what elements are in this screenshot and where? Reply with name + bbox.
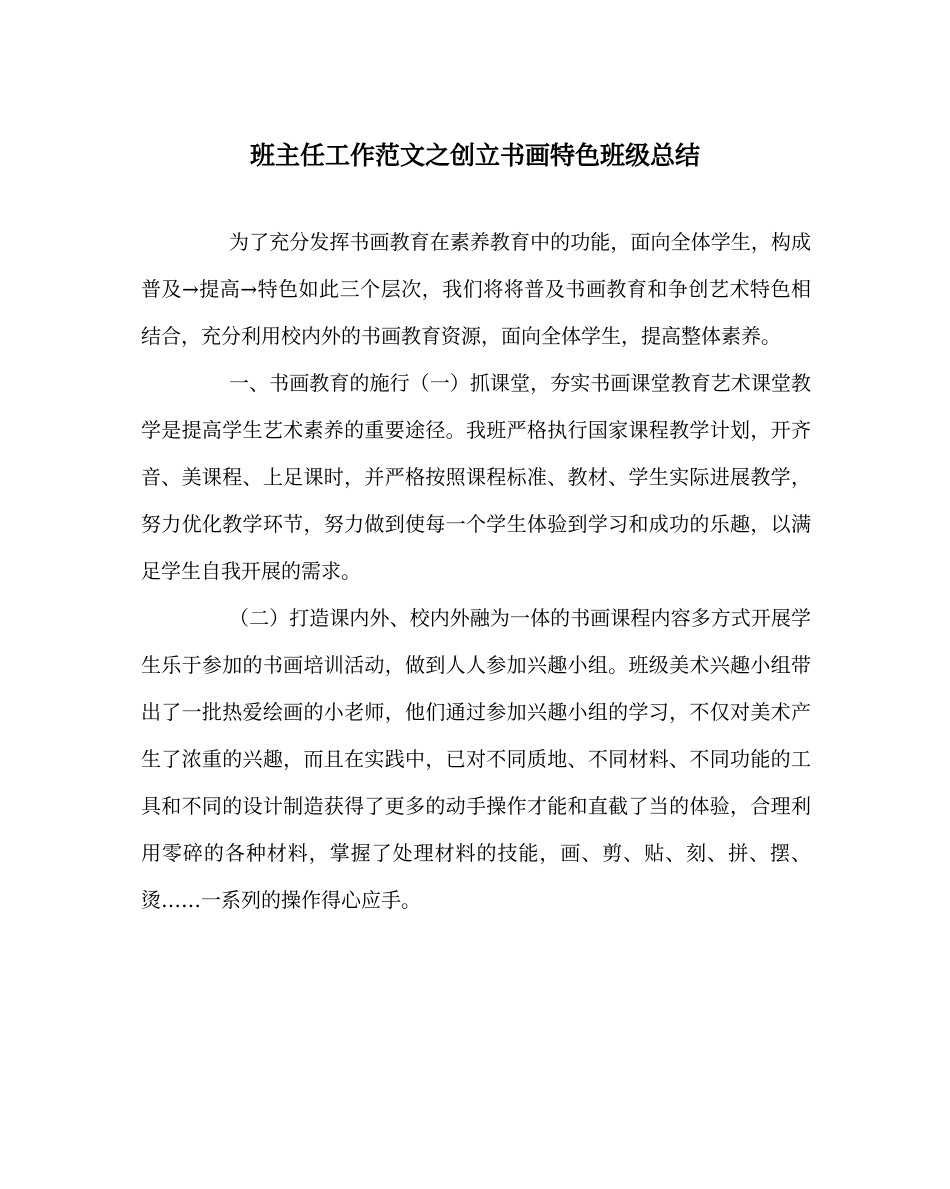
document-title: 班主任工作范文之创立书画特色班级总结 — [249, 141, 700, 170]
paragraph-intro: 为了充分发挥书画教育在素养教育中的功能，面向全体学生，构成普及→提高→特色如此三个层次，我们将将普及书画教育和争创艺术特色相结合，充分利用校内外的书画教育资源，面向全体学生，提高整体素养。 — [141, 230, 811, 348]
document-body — [141, 219, 811, 924]
paragraph-section-1: 一、书画教育的施行（一）抓课堂，夯实书画课堂教育艺术课堂教学是提高学生艺术素养的重要途径。我班严格执行国家课程教学计划，开齐音、美课程、上足课时，并严格按照课程标准、教材、学生实际进展教学，努力优化教学环节，努力做到使每一个学生体验到学习和成功的乐趣，以满足学生自我开展的需求。 — [141, 371, 811, 583]
paragraph-section-2: （二）打造课内外、校内外融为一体的书画课程内容多方式开展学生乐于参加的书画培训活动，做到人人参加兴趣小组。班级美术兴趣小组带出了一批热爱绘画的小老师，他们通过参加兴趣小组的学习，不仅对美术产生了浓重的兴趣，而且在实践中，已对不同质地、不同材料、不同功能的工具和不同的设计制造获得了更多的动手操作才能和直截了当的体验，合理利用零碎的各种材料，掌握了处理材料的技能，画、剪、贴、刻、拼、摆、烫……一系列的操作得心应手。 — [141, 606, 811, 912]
